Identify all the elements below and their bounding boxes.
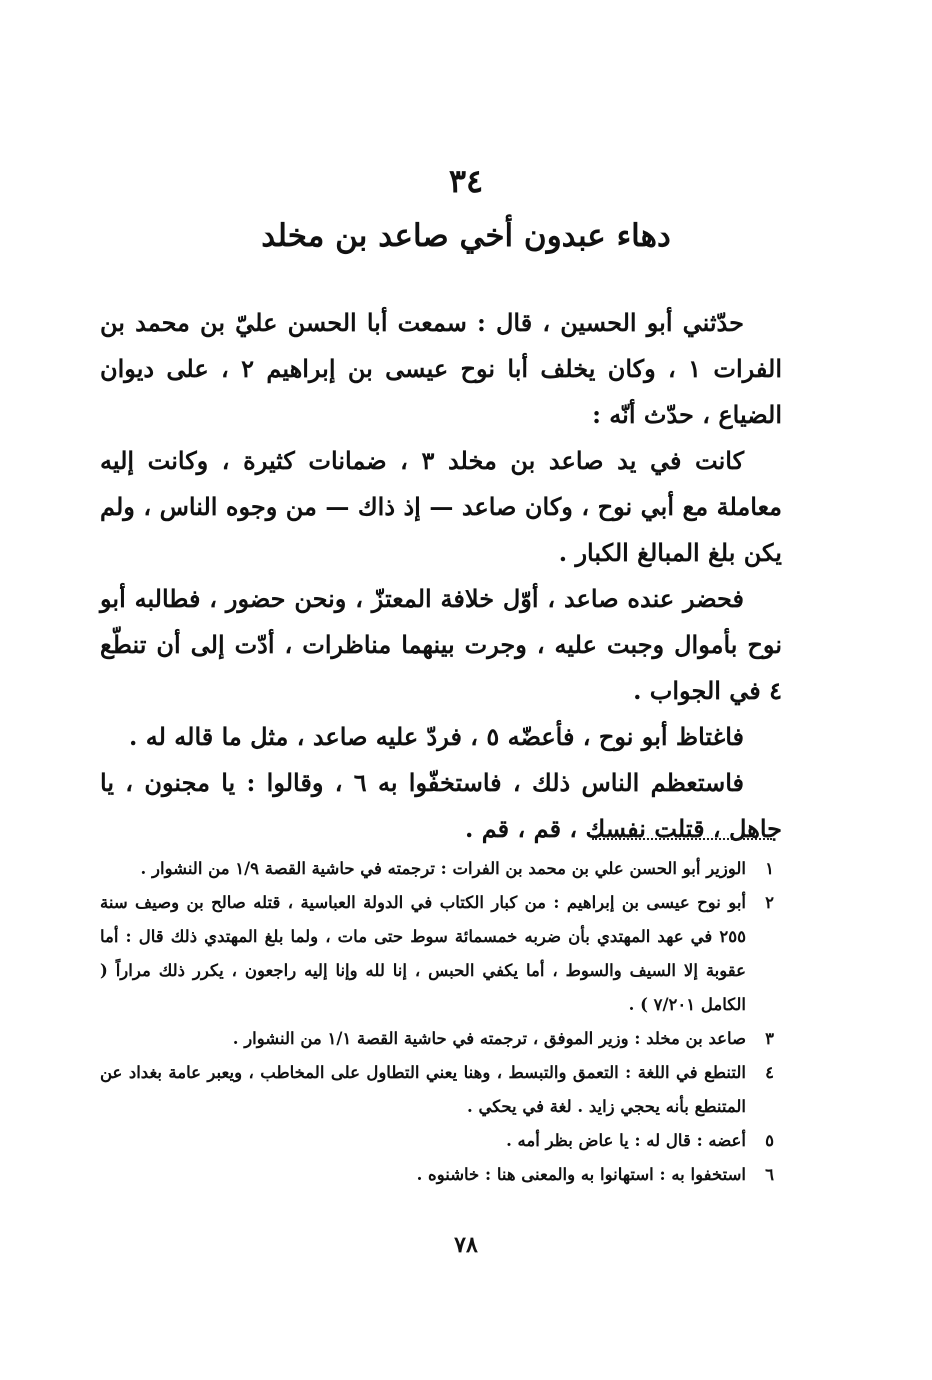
paragraph-3: فحضر عنده صاعد ، أوّل خلافة المعتزّ ، ونحن حضور ، فطالبه أبو نوح بأموال وجبت عليه ، وجرت بينهما مناظرات ، أدّت إلى أن تنطّع ٤ في الجواب . [100,584,782,705]
footnote-4 [100,1056,774,1124]
footnote-6 [100,1158,774,1192]
footnote-number: ٤ [765,1063,774,1082]
story-body [100,300,782,852]
paragraph-1: حدّثني أبو الحسين ، قال : سمعت أبا الحسن عليّ بن محمد بن الفرات ١ ، وكان يخلف أبا نوح عيسى بن إبراهيم ٢ ، على ديوان الضياع ، حدّث أنّه : [100,308,783,429]
footnote-number: ٣ [765,1029,774,1048]
footnote-text: أبو نوح عيسى بن إبراهيم : من كبار الكتاب في الدولة العباسية ، قتله صالح بن وصيف سنة ٢٥٥ في عهد المهتدي بأن ضربه خمسمائة سوط حتى مات ، ولما بلغ المهتدي ذلك قال : أما عقوبة إلا السيف والسوط ، أما يكفي الحبس ، إنا لله وإنا إليه راجعون ، يكرر ذلك مراراً ( الكامل ٧/٢٠١ ) . [100,893,746,1014]
footnote-number: ٦ [765,1165,774,1184]
footnote-text: استخفوا به : استهانوا به والمعنى هنا : خاشنوه . [416,1165,746,1184]
footnote-5 [100,1124,774,1158]
footnote-text: التنطع في اللغة : التعمق والتبسط ، وهنا يعني التطاول على المخاطب ، ويعبر عامة بغداد عن المتنطع بأنه يحجي زايد . لغة في يحكي . [100,1063,746,1116]
story-title: دهاء عبدون أخي صاعد بن مخلد [261,218,671,254]
footnote-text: صاعد بن مخلد : وزير الموفق ، ترجمته في حاشية القصة ١/١ من النشوار . [232,1029,746,1048]
footnote-text: الوزير أبو الحسن علي بن محمد بن الفرات : ترجمته في حاشية القصة ١/٩ من النشوار . [140,859,746,878]
page-number: ٧٨ [454,1232,478,1258]
footnotes [100,852,774,1192]
footnote-1 [100,852,774,886]
paragraph-2: كانت في يد صاعد بن مخلد ٣ ، ضمانات كثيرة ، وكانت إليه معاملة مع أبي نوح ، وكان صاعد — إذ ذاك — من وجوه الناس ، ولم يكن بلغ المبالغ الكبار . [100,446,782,567]
footnote-number: ١ [765,859,774,878]
footnote-number: ٢ [765,893,774,912]
story-number: ٣٤ [448,162,484,200]
footnote-2 [100,886,774,1022]
paragraph-5: فاستعظم الناس ذلك ، فاستخفّوا به ٦ ، وقالوا : يا مجنون ، يا جاهل ، قتلت نفسك ، قم ، قم . [100,768,782,843]
footnote-text: أعضه : قال له : يا عاض بظر أمه . [506,1131,746,1150]
paragraph-4: فاغتاظ أبو نوح ، فأعضّه ٥ ، فردّ عليه صاعد ، مثل ما قاله له . [129,722,744,751]
footnote-number: ٥ [765,1131,774,1150]
footnote-3 [100,1022,774,1056]
footnote-separator [592,838,772,840]
